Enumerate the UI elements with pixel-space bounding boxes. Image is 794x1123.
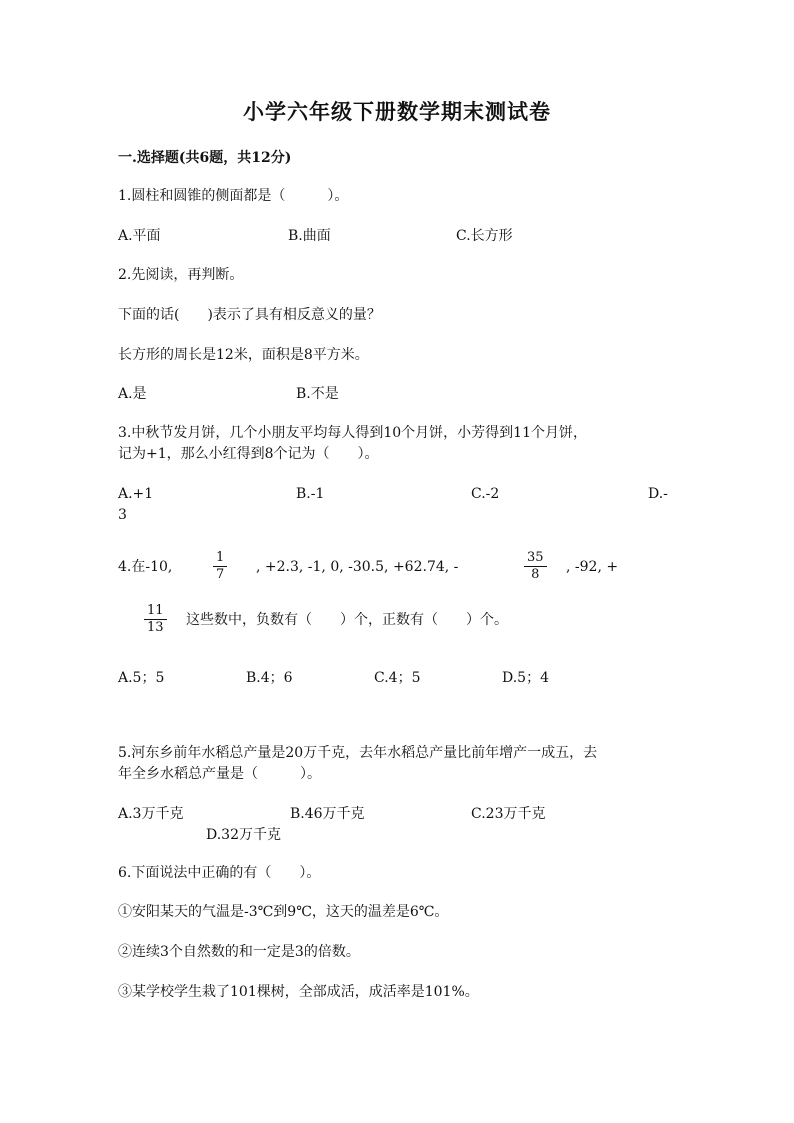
fraction-numerator: 1 — [213, 550, 227, 567]
question-4-option-c: C.4；5 — [374, 670, 421, 686]
section-heading: 一.选择题(共6题，共12分) — [118, 150, 292, 166]
question-4-part-1: 4.在-10, — [118, 559, 173, 575]
question-3-option-d: D.- — [648, 486, 668, 502]
question-4-part-3: , -92, + — [566, 559, 619, 575]
question-5-option-a: A.3万千克 — [118, 806, 184, 822]
question-3-option-d-wrap: 3 — [118, 507, 127, 523]
question-2-option-b: B.不是 — [296, 386, 339, 402]
question-1-stem: 1.圆柱和圆锥的侧面都是（ ）。 — [118, 188, 349, 204]
question-5-option-b: B.46万千克 — [290, 806, 365, 822]
question-2-option-a: A.是 — [118, 386, 147, 402]
question-6-statement-3: ③某学校学生栽了101棵树，全部成活，成活率是101%。 — [118, 984, 479, 1000]
question-3-option-c: C.-2 — [471, 486, 500, 502]
question-5-line-1: 5.河东乡前年水稻总产量是20万千克，去年水稻总产量比前年增产一成五，去 — [118, 745, 598, 761]
question-4-option-a: A.5；5 — [118, 670, 165, 686]
question-6-statement-1: ①安阳某天的气温是-3℃到9℃，这天的温差是6℃。 — [118, 904, 449, 920]
question-3-option-b: B.-1 — [296, 486, 325, 502]
question-5-line-2: 年全乡水稻总产量是（ ）。 — [118, 766, 321, 782]
question-3-option-a: A.+1 — [118, 486, 154, 502]
fraction-35-8 — [524, 550, 547, 583]
question-2-stem: 2.先阅读，再判断。 — [118, 267, 244, 283]
question-5-option-c: C.23万千克 — [471, 806, 546, 822]
fraction-numerator: 35 — [524, 550, 547, 567]
question-6-stem: 6.下面说法中正确的有（ ）。 — [118, 865, 321, 881]
question-2-line-2: 下面的话( )表示了具有相反意义的量？ — [118, 307, 381, 323]
question-4-part-4: 这些数中，负数有（ ）个，正数有（ ）个。 — [186, 612, 508, 628]
question-4-part-2: , +2.3, -1, 0, -30.5, +62.74, - — [256, 559, 459, 575]
fraction-1-7 — [213, 550, 227, 583]
question-5-option-d: D.32万千克 — [206, 827, 281, 843]
question-2-line-3: 长方形的周长是12米，面积是8平方米。 — [118, 347, 369, 363]
question-1-option-b: B.曲面 — [288, 228, 331, 244]
fraction-denominator: 13 — [147, 620, 164, 635]
question-3-line-1: 3.中秋节发月饼，几个小朋友平均每人得到10个月饼，小芳得到11个月饼， — [118, 425, 587, 441]
fraction-numerator: 11 — [144, 603, 167, 620]
question-1-option-a: A.平面 — [118, 228, 161, 244]
question-3-line-2: 记为+1，那么小红得到8个记为（ ）。 — [118, 446, 379, 462]
question-4-option-d: D.5；4 — [502, 670, 549, 686]
page-title: 小学六年级下册数学期末测试卷 — [243, 99, 551, 124]
question-1-option-c: C.长方形 — [456, 228, 513, 244]
question-6-statement-2: ②连续3个自然数的和一定是3的倍数。 — [118, 944, 360, 960]
fraction-11-13 — [144, 603, 167, 636]
fraction-denominator: 8 — [531, 567, 540, 582]
question-4-option-b: B.4；6 — [246, 670, 293, 686]
fraction-denominator: 7 — [216, 567, 225, 582]
